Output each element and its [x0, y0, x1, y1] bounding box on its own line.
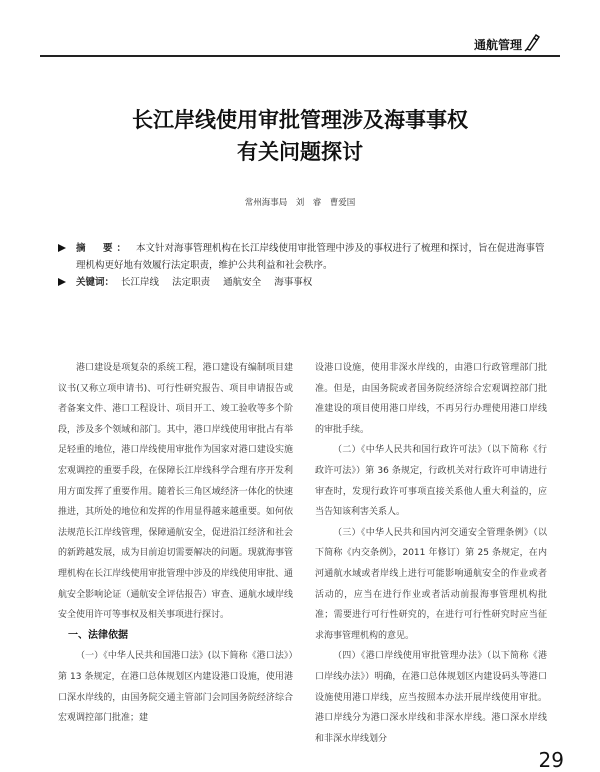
paragraph: （四）《港口岸线使用审批管理办法》（以下简称《港口岸线办法》）明确，在港口总体规划区内建设码头等港口设施使用港口岸线，应当按照本办法开展岸线使用审批。港口岸线分为港口深水岸线和非深水岸线。港口深水岸线和非深水岸线划分 — [315, 651, 547, 744]
keyword: 海事事权 — [274, 277, 313, 288]
author-line: 常州海事局 刘 睿 曹爱国 — [244, 198, 356, 208]
abstract-label: 摘 要： — [76, 243, 131, 254]
paragraph: （二）《中华人民共和国行政许可法》（以下简称《行政许可法》）第 36 条规定，行政机关对行政许可申请进行审查时，发现行政许可事项直接关系他人重大利益的，应当告知该利害关系人。 — [315, 445, 547, 518]
paragraph: （一）《中华人民共和国港口法》(以下简称《港口法》）第 13 条规定，在港口总体规划区内建设港口设施，使用港口深水岸线的，由国务院交通主管部门会同国务院经济综合宏观调控部门批准；建 — [58, 651, 293, 724]
keyword: 通航安全 — [223, 277, 262, 288]
abstract-row — [58, 240, 548, 274]
header-rule — [40, 55, 560, 57]
page-number: 29 — [538, 748, 564, 772]
keywords-label: 关键词： — [76, 277, 115, 288]
triangle-bullet-icon — [58, 278, 66, 286]
body-column-right — [315, 358, 547, 749]
title-line-1: 长江岸线使用审批管理涉及海事事权 — [132, 108, 468, 132]
paragraph: 设港口设施，使用非深水岸线的，由港口行政管理部门批准。但是，由国务院或者国务院经济综合宏观调控部门批准建设的项目使用港口岸线，不再另行办理使用港口岸线的审批手续。 — [315, 363, 547, 435]
paragraph: 港口建设是项复杂的系统工程，港口建设有编制项目建议书(又称立项申请书)、可行性研究报告、项目申请报告或者备案文件、港口工程设计、项目开工、竣工验收等多个阶段，涉及多个领域和部门。其中，港口岸线使用审批占有举足轻重的地位，港口岸线使用审批作为国家对港口建设实施宏观调控的重要手段，在保障长江岸线科学合理有序开发利用方面发挥了重要作用。随着长三角区域经济一体化的快速推进，其所处的地位和发挥的作用显得越来越重要。如何依法规范长江岸线管理，保障通航安全，促进沿江经济和社会的新跨越发展，成为目前迫切需要解决的问题。现就海事管理机构在长江岸线使用审批管理中涉及的岸线使用审批、通航安全影响论证（通航安全评估报告）审查、通航水域岸线安全使用许可等事权及相关事项进行探讨。 — [58, 363, 293, 621]
title-line-2: 有关问题探讨 — [237, 140, 363, 164]
keyword: 法定职责 — [172, 277, 211, 288]
pen-nib-icon — [524, 34, 542, 52]
paragraph: （三）《中华人民共和国内河交通安全管理条例》（以下简称《内交条例》，2011 年修订）第 25 条规定，在内河通航水域或者岸线上进行可能影响通航安全的作业或者活动的，应当在进行作业或者活动前报海事管理机构批准；需要进行可行性研究的，在进行可行性研究时应当征求海事管理机构的意见。 — [315, 527, 547, 641]
running-header — [0, 0, 600, 56]
section-label: 通航管理 — [473, 38, 522, 52]
body-column-left — [58, 358, 293, 729]
section-heading: 一、法律依据 — [68, 629, 128, 641]
abstract-block — [58, 240, 548, 291]
keyword: 长江岸线 — [121, 277, 160, 288]
abstract-text: 本文针对海事管理机构在长江岸线使用审批管理中涉及的事权进行了梳理和探讨，旨在促进海事管理机构更好地有效履行法定职责，维护公共利益和社会秩序。 — [76, 243, 545, 271]
triangle-bullet-icon — [58, 244, 66, 252]
keywords-row — [58, 274, 548, 291]
article-title — [0, 104, 600, 168]
